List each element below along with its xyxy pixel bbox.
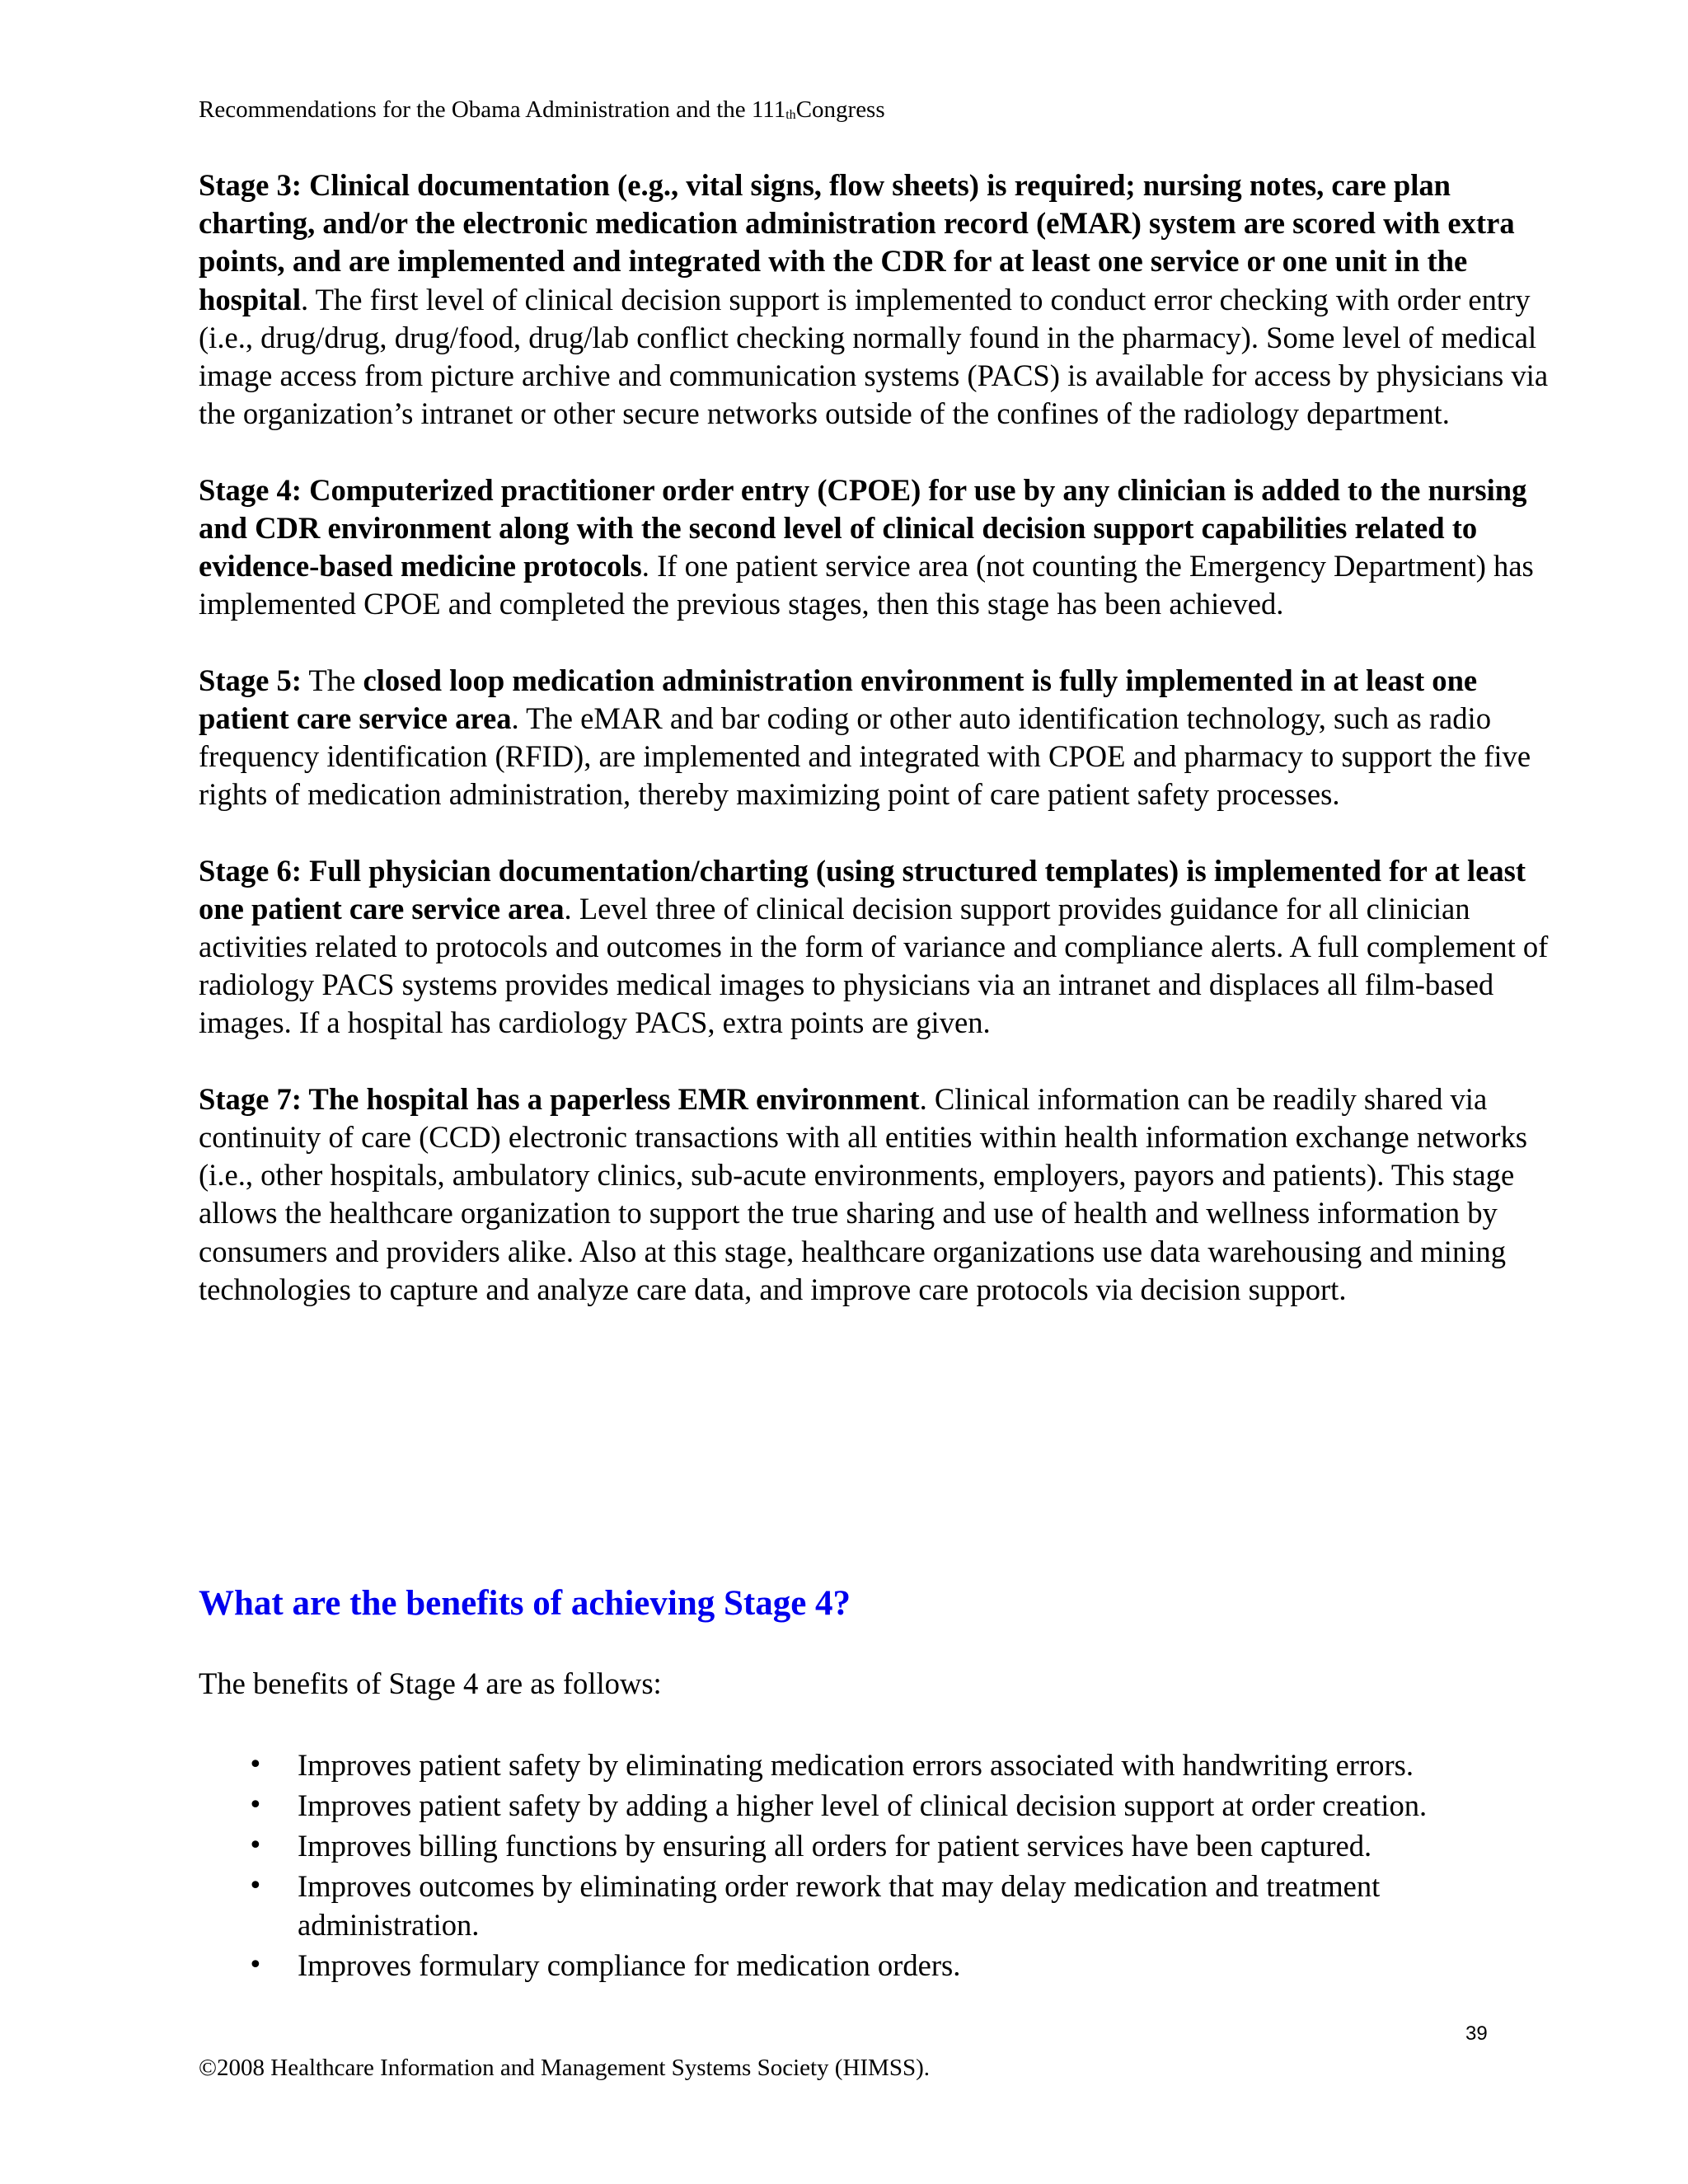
header-superscript: th (785, 108, 796, 122)
stage-7-text: . Clinical information can be readily shared via continuity of care (CCD) electronic transactions with all entities within health information exchange networks (i.e., other hospitals, ambulatory clinics, sub-acute environments, employers, payors and patients). This stage allows the healthcare organization to support the true sharing and use of health and wellness information by consumers and providers alike. Also at this stage, healthcare organizations use data warehousing and mining technologies to capture and analyze care data, and improve care protocols via decision support. (199, 1081, 1528, 1306)
list-item-text: Improves patient safety by adding a higher level of clinical decision support at order creation. (298, 1788, 1428, 1822)
stage-4-bold-text: Computerized practitioner order entry (CPOE) for use by any clinician is added to the nursing and CDR environment along with the second level of clinical decision support capabilities related to evidence-based medicine protocols (199, 472, 1527, 583)
list-item-text: Improves formulary compliance for medication orders. (298, 1948, 961, 1982)
stage-3-label: Stage 3: (199, 168, 302, 202)
stage-3-paragraph (199, 166, 1550, 433)
stage-6-bold-text: Full physician documentation/charting (using structured templates) is implemented for at least one patient care service area (199, 853, 1526, 926)
list-item-text: Improves patient safety by eliminating medication errors associated with handwriting errors. (298, 1748, 1414, 1782)
benefits-heading: What are the benefits of achieving Stage 4? (199, 1584, 851, 1623)
page-number: 39 (1465, 2022, 1488, 2045)
stage-5-paragraph (199, 662, 1550, 814)
list-item (199, 1746, 1550, 1784)
stage-6-label: Stage 6: (199, 853, 302, 888)
stage-6-paragraph (199, 852, 1550, 1043)
running-header (199, 96, 885, 124)
list-item (199, 1867, 1550, 1944)
stage-7-label: Stage 7: (199, 1081, 302, 1116)
bullet-icon: • (248, 1872, 263, 1900)
list-item (199, 1946, 1550, 1985)
stage-3-text: . The first level of clinical decision support is implemented to conduct error checking with order entry (i.e., drug/drug, drug/food, drug/lab conflict checking normally found in the pharmacy). Some level of medical image access from picture archive and communication systems (PACS) is available for access by physicians via the organization’s intranet or other secure networks outside of the confines of the radiology department. (199, 282, 1549, 431)
benefits-list (199, 1746, 1550, 1986)
bullet-icon: • (248, 1750, 263, 1779)
list-item (199, 1786, 1550, 1825)
stage-5-bold-text: closed loop medication administration environment is fully implemented in at least one patient care service area (199, 663, 1478, 735)
stage-4-paragraph (199, 471, 1550, 624)
stage-5-text: . The eMAR and bar coding or other auto identification technology, such as radio frequency identification (RFID), are implemented and integrated with CPOE and pharmacy to support the five rights of medication administration, thereby maximizing point of care patient safety processes. (199, 701, 1531, 812)
stage-5-label: Stage 5: (199, 663, 302, 697)
stage-4-label: Stage 4: (199, 472, 302, 507)
bullet-icon: • (248, 1951, 263, 1980)
header-text-end: Congress (795, 96, 885, 123)
list-item (199, 1826, 1550, 1865)
stage-5-plain-text: The (301, 663, 363, 697)
stage-7-bold-text: The hospital has a paperless EMR environment (301, 1081, 920, 1116)
stage-7-paragraph (199, 1080, 1550, 1309)
bullet-icon: • (248, 1791, 263, 1820)
stage-3-bold-text: Clinical documentation (e.g., vital signs, flow sheets) is required; nursing notes, care plan charting, and/or the electronic medication administration record (eMAR) system are scored with extra points, and are implemented and integrated with the CDR for at least one service or one unit in the hospital (199, 168, 1515, 316)
copyright-footer: ©2008 Healthcare Information and Management Systems Society (HIMSS). (199, 2055, 931, 2081)
stage-descriptions (199, 166, 1550, 1347)
benefits-intro: The benefits of Stage 4 are as follows: (199, 1666, 662, 1700)
stage-6-text: . Level three of clinical decision support provides guidance for all clinician activities related to protocols and outcomes in the form of variance and compliance alerts. A full complement of radiology PACS systems provides medical images to physicians via an intranet and displaces all film-based images. If a hospital has cardiology PACS, extra points are given. (199, 891, 1549, 1040)
header-text: Recommendations for the Obama Administration and the 111 (199, 96, 786, 123)
bullet-icon: • (248, 1831, 263, 1860)
list-item-text: Improves billing functions by ensuring all orders for patient services have been captured. (298, 1829, 1372, 1863)
stage-4-text: . If one patient service area (not counting the Emergency Department) has implemented CPOE and completed the previous stages, then this stage has been achieved. (199, 549, 1534, 621)
list-item-text: Improves outcomes by eliminating order rework that may delay medication and treatment administration. (298, 1869, 1381, 1942)
